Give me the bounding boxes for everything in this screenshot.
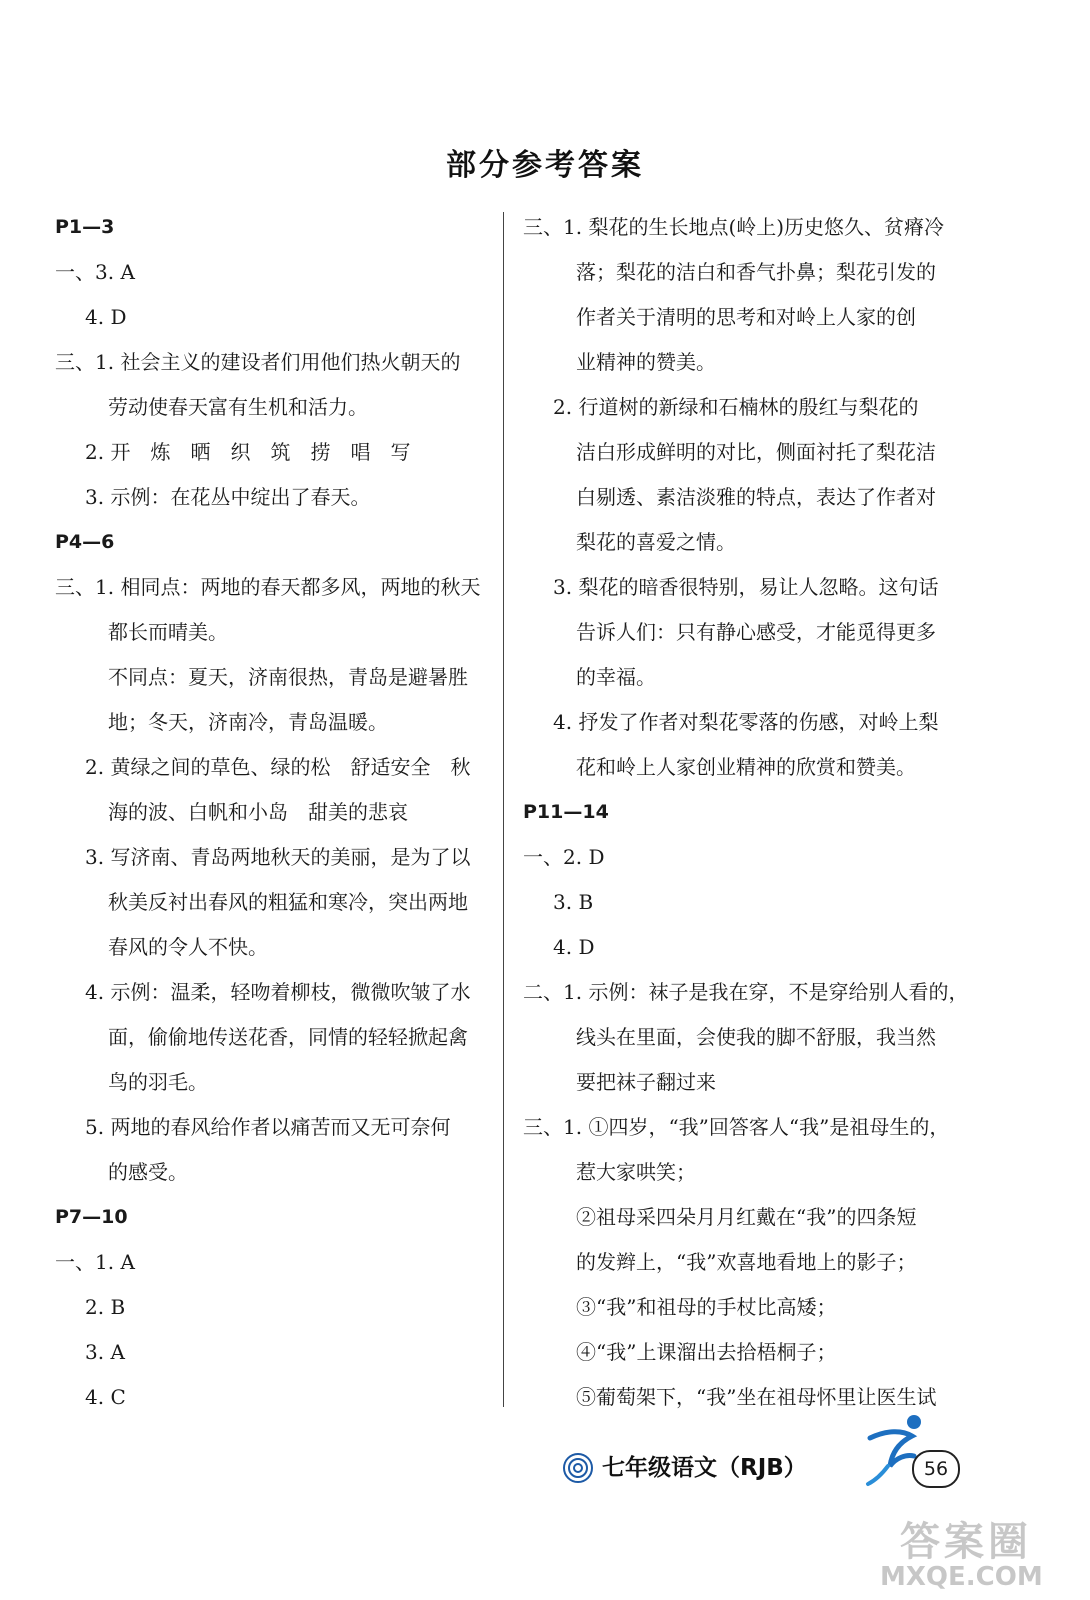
answer-line: 3. 写济南、青岛两地秋天的美丽，是为了以: [85, 845, 471, 869]
page-footer: [562, 1448, 962, 1488]
right-answer-column: [523, 205, 969, 1420]
answer-line: 要把袜子翻过来: [576, 1070, 716, 1094]
answer-line: 三、1. 梨花的生长地点(岭上)历史悠久、贫瘠冷: [523, 215, 945, 239]
answer-line: 三、1. 社会主义的建设者们用他们热火朝天的: [55, 350, 461, 374]
answer-line: 线头在里面，会使我的脚不舒服，我当然: [576, 1025, 936, 1049]
answer-line: 业精神的赞美。: [576, 350, 716, 374]
page-number-badge: 56: [912, 1450, 960, 1488]
answer-line: 2. 黄绿之间的草色、绿的松 舒适安全 秋: [85, 755, 471, 779]
answer-line: 海的波、白帆和小岛 甜美的悲哀: [108, 800, 408, 824]
column-divider: [503, 212, 504, 1407]
answer-line: 2. 行道树的新绿和石楠林的殷红与梨花的: [553, 395, 919, 419]
answer-line: 4. 抒发了作者对梨花零落的伤感，对岭上梨: [553, 710, 939, 734]
answer-line: 花和岭上人家创业精神的欣赏和赞美。: [576, 755, 916, 779]
answer-line: 告诉人们：只有静心感受，才能觅得更多: [576, 620, 936, 644]
section-heading: P4—6: [55, 531, 115, 553]
answer-line: 秋美反衬出春风的粗猛和寒冷，突出两地: [108, 890, 468, 914]
answer-line: ⑤葡萄架下，“我”坐在祖母怀里让医生试: [576, 1385, 937, 1409]
answer-line: ③“我”和祖母的手杖比高矮；: [576, 1295, 837, 1319]
answer-line: 的幸福。: [576, 665, 656, 689]
answer-line: 都长而晴美。: [108, 620, 228, 644]
answer-line: 劳动使春天富有生机和活力。: [108, 395, 368, 419]
answer-line: 一、2. D: [523, 845, 605, 869]
answer-line: 鸟的羽毛。: [108, 1070, 208, 1094]
answer-line: 2. B: [85, 1295, 126, 1319]
watermark-logo-text: 答案圈: [900, 1519, 1032, 1565]
answer-line: 洁白形成鲜明的对比，侧面衬托了梨花洁: [576, 440, 936, 464]
answer-line: 白剔透、素洁淡雅的特点，表达了作者对: [576, 485, 936, 509]
footer-book-title: 七年级语文（RJB）: [602, 1455, 807, 1481]
section-heading: P11—14: [523, 801, 609, 823]
answer-line: 4. D: [553, 935, 595, 959]
answer-line: 的感受。: [108, 1160, 188, 1184]
answer-line: 三、1. 相同点：两地的春天都多风，两地的秋天: [55, 575, 481, 599]
answer-line: 4. D: [85, 305, 127, 329]
answer-line: 3. A: [85, 1340, 125, 1364]
watermark: [880, 1510, 1085, 1595]
answer-line: 三、1. ①四岁，“我”回答客人“我”是祖母生的，: [523, 1115, 950, 1139]
left-answer-column: [55, 205, 485, 1420]
answer-line: 3. 梨花的暗香很特别，易让人忽略。这句话: [553, 575, 939, 599]
answer-line: 的发辫上，“我”欢喜地看地上的影子；: [576, 1250, 917, 1274]
answer-line: 2. 开 炼 晒 织 筑 捞 唱 写: [85, 440, 411, 464]
section-heading: P7—10: [55, 1206, 128, 1228]
answer-line: ④“我”上课溜出去拾梧桐子；: [576, 1340, 837, 1364]
answer-line: 面，偷偷地传送花香，同情的轻轻掀起禽: [108, 1025, 468, 1049]
page-title: 部分参考答案: [446, 148, 644, 183]
spiral-icon: [562, 1452, 594, 1484]
answer-line: 4. C: [85, 1385, 126, 1409]
answer-line: 3. 示例：在花丛中绽出了春天。: [85, 485, 371, 509]
watermark-url: MXQE.COM: [880, 1562, 1043, 1592]
answer-line: 惹大家哄笑；: [576, 1160, 696, 1184]
answer-line: 地；冬天，济南冷，青岛温暖。: [108, 710, 388, 734]
answer-line: 二、1. 示例：袜子是我在穿，不是穿给别人看的，: [523, 980, 969, 1004]
answer-line: 落；梨花的洁白和香气扑鼻；梨花引发的: [576, 260, 936, 284]
answer-line: 一、1. A: [55, 1250, 135, 1274]
answer-line: 3. B: [553, 890, 594, 914]
answer-line: 春风的令人不快。: [108, 935, 268, 959]
answer-line: 作者关于清明的思考和对岭上人家的创: [576, 305, 916, 329]
section-heading: P1—3: [55, 216, 115, 238]
answer-line: ②祖母采四朵月月红戴在“我”的四条短: [576, 1205, 917, 1229]
answer-line: 梨花的喜爱之情。: [576, 530, 736, 554]
answer-line: 不同点：夏天，济南很热，青岛是避暑胜: [108, 665, 468, 689]
answer-line: 一、3. A: [55, 260, 135, 284]
answer-line: 4. 示例：温柔，轻吻着柳枝，微微吹皱了水: [85, 980, 471, 1004]
answer-line: 5. 两地的春风给作者以痛苦而又无可奈何: [85, 1115, 451, 1139]
